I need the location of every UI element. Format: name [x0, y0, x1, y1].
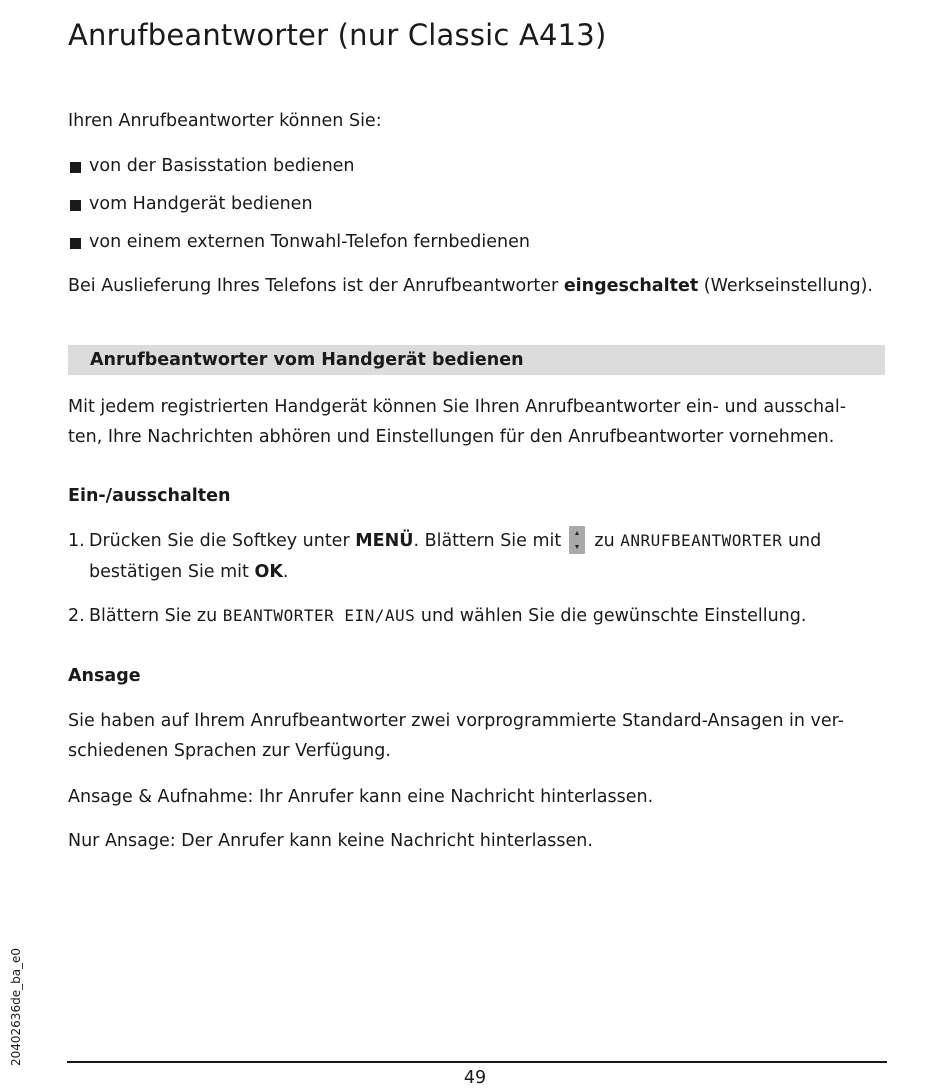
section-header [68, 345, 885, 375]
section-title: Anrufbeantworter vom Handgerät bedienen [90, 350, 524, 370]
step-1-line-2: bestätigen Sie mit OK. [89, 562, 289, 582]
lcd-menu-text: ANRUFBEANTWORTER [620, 531, 783, 550]
list-item-text: vom Handgerät bedienen [89, 194, 313, 214]
page-number: 49 [463, 1068, 487, 1088]
step-2: 2. Blättern Sie zu BEANTWORTER EIN/AUS und wählen Sie die gewünschte Einstellung. [68, 601, 806, 631]
square-bullet-icon [70, 238, 81, 249]
step-number: 2. [68, 606, 85, 626]
announcement-option-2: Nur Ansage: Der Anrufer kann keine Nachricht hinterlassen. [68, 831, 593, 851]
section-intro-line-1: Mit jedem registrierten Handgerät können Sie Ihren Anrufbeantworter ein- und ausschal- [68, 397, 847, 417]
list-item [70, 153, 355, 179]
announcement-line-2: schiedenen Sprachen zur Verfügung. [68, 741, 391, 761]
delivery-note: Bei Auslieferung Ihres Telefons ist der Anrufbeantworter eingeschaltet (Werkseinstellung). [68, 276, 873, 296]
section-intro-line-2: ten, Ihre Nachrichten abhören und Einstellungen für den Anrufbeantworter vornehmen. [68, 427, 835, 447]
page-title: Anrufbeantworter (nur Classic A413) [68, 18, 607, 52]
announcement-heading: Ansage [68, 666, 141, 686]
list-item [70, 229, 530, 255]
step-number: 1. [68, 531, 85, 551]
announcement-line-1: Sie haben auf Ihrem Anrufbeantworter zwei vorprogrammierte Standard-Ansagen in ver- [68, 711, 844, 731]
list-item-text: von einem externen Tonwahl-Telefon fernbedienen [89, 232, 530, 252]
step-1-line-1: 1. Drücken Sie die Softkey unter MENÜ. Blättern Sie mit zu ANRUFBEANTWORTER und [68, 526, 821, 556]
menu-softkey-label: MENÜ [355, 531, 414, 551]
square-bullet-icon [70, 162, 81, 173]
on-off-heading: Ein-/ausschalten [68, 486, 231, 506]
intro-text: Ihren Anrufbeantworter können Sie: [68, 111, 382, 131]
footer-divider [67, 1061, 887, 1063]
document-code: 20402636de_ba_e0 [9, 947, 23, 1066]
list-item [70, 191, 313, 217]
delivery-note-emphasis: eingeschaltet [563, 276, 699, 296]
lcd-menu-text: BEANTWORTER EIN/AUS [222, 606, 416, 625]
up-down-scroll-key-icon [569, 526, 585, 554]
square-bullet-icon [70, 200, 81, 211]
list-item-text: von der Basisstation bedienen [89, 156, 355, 176]
ok-softkey-label: OK [254, 562, 283, 582]
announcement-option-1: Ansage & Aufnahme: Ihr Anrufer kann eine Nachricht hinterlassen. [68, 787, 654, 807]
